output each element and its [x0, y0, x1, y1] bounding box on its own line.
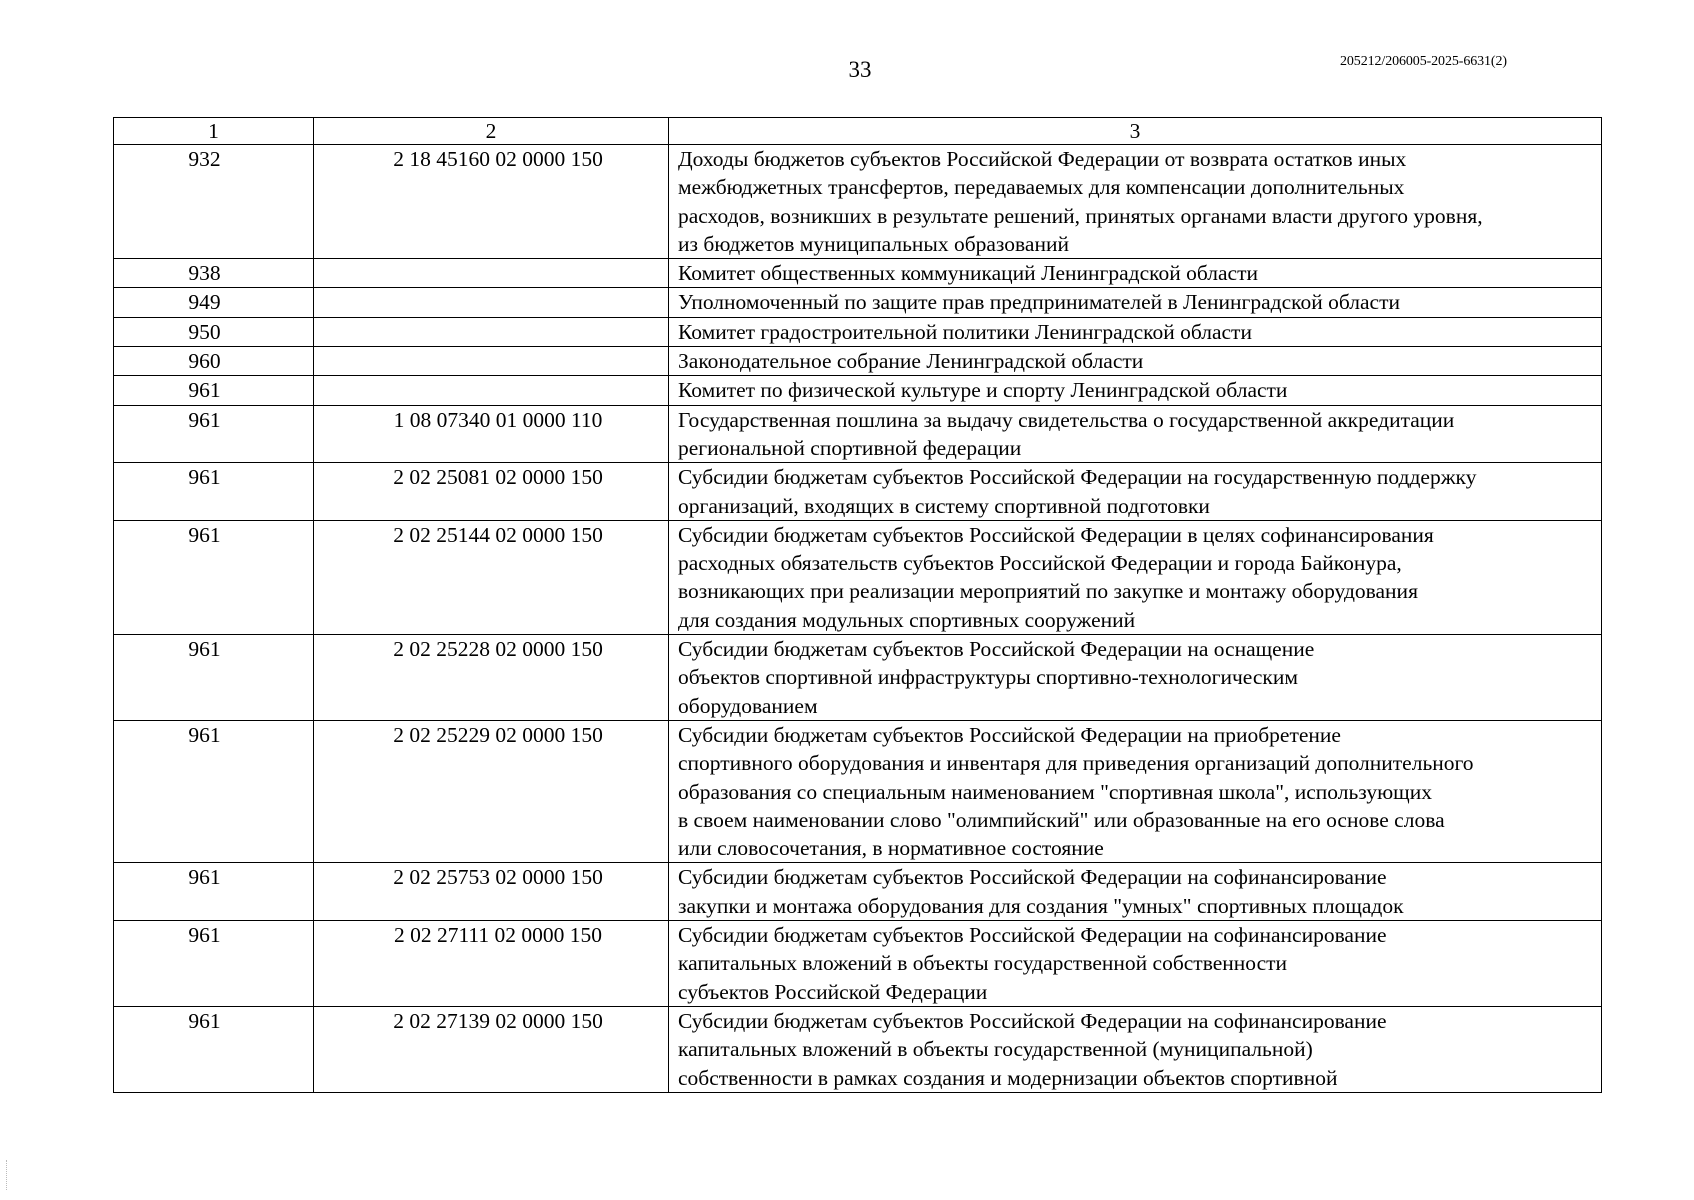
admin-code-cell: 961	[114, 520, 314, 634]
description-line: Комитет общественных коммуникаций Ленинградской области	[678, 261, 1259, 286]
admin-code-cell: 961	[114, 405, 314, 463]
description-cell	[669, 863, 1602, 921]
description-line: для создания модульных спортивных сооружений	[678, 607, 1136, 632]
admin-code-cell: 961	[114, 921, 314, 1007]
admin-code-cell: 950	[114, 317, 314, 346]
description-line: капитальных вложений в объекты государственной собственности	[678, 951, 1288, 976]
admin-code-cell: 932	[114, 145, 314, 259]
table-row	[114, 376, 1602, 405]
table-row	[114, 259, 1602, 288]
description-cell	[669, 317, 1602, 346]
revenue-code-cell	[314, 317, 669, 346]
description-line: возникающих при реализации мероприятий по закупке и монтажу оборудования	[678, 579, 1418, 604]
table-row	[114, 405, 1602, 463]
description-line: Субсидии бюджетам субъектов Российской Федерации на софинансирование	[678, 1008, 1387, 1033]
revenue-code-cell: 2 02 27139 02 0000 150	[314, 1006, 669, 1092]
description-line: оборудованием	[678, 693, 818, 718]
description-cell	[669, 463, 1602, 521]
revenue-code-cell: 2 02 25144 02 0000 150	[314, 520, 669, 634]
revenue-code-cell: 2 18 45160 02 0000 150	[314, 145, 669, 259]
revenue-code-cell	[314, 376, 669, 405]
document-id: 205212/206005-2025-6631(2)	[1340, 54, 1507, 69]
table-row	[114, 635, 1602, 721]
description-line: собственности в рамках создания и модернизации объектов спортивной	[678, 1065, 1338, 1090]
description-line: образования со специальным наименованием "спортивная школа", использующих	[678, 779, 1432, 804]
description-line: организаций, входящих в систему спортивной подготовки	[678, 493, 1210, 518]
table-row	[114, 288, 1602, 317]
description-line: расходных обязательств субъектов Российской Федерации и города Байконура,	[678, 551, 1402, 576]
revenue-code-cell: 2 02 25753 02 0000 150	[314, 863, 669, 921]
description-line: или словосочетания, в нормативное состояние	[678, 836, 1104, 861]
column-header-1: 1	[114, 118, 314, 145]
admin-code-cell: 961	[114, 376, 314, 405]
revenue-codes-table	[113, 117, 1602, 1093]
description-line: Доходы бюджетов субъектов Российской Федерации от возврата остатков иных	[678, 147, 1407, 171]
table-row	[114, 1006, 1602, 1092]
column-header-3: 3	[669, 118, 1602, 145]
admin-code-cell: 961	[114, 863, 314, 921]
description-line: в своем наименовании слово "олимпийский" или образованные на его основе слова	[678, 807, 1445, 832]
table-row	[114, 720, 1602, 862]
description-cell	[669, 635, 1602, 721]
description-line: Субсидии бюджетам субъектов Российской Федерации на софинансирование	[678, 865, 1387, 890]
table-row	[114, 520, 1602, 634]
table-header-row	[114, 118, 1602, 145]
description-line: межбюджетных трансфертов, передаваемых для компенсации дополнительных	[678, 175, 1405, 200]
description-line: Субсидии бюджетам субъектов Российской Федерации на приобретение	[678, 722, 1341, 747]
description-cell	[669, 376, 1602, 405]
revenue-code-cell: 2 02 27111 02 0000 150	[314, 921, 669, 1007]
description-line: закупки и монтажа оборудования для создания "умных" спортивных площадок	[678, 893, 1404, 918]
column-header-2: 2	[314, 118, 669, 145]
revenue-code-cell: 1 08 07340 01 0000 110	[314, 405, 669, 463]
description-cell	[669, 405, 1602, 463]
admin-code-cell: 961	[114, 1006, 314, 1092]
description-line: из бюджетов муниципальных образований	[678, 231, 1069, 256]
description-cell	[669, 259, 1602, 288]
revenue-code-cell: 2 02 25229 02 0000 150	[314, 720, 669, 862]
description-line: Комитет по физической культуре и спорту Ленинградской области	[678, 378, 1288, 403]
revenue-code-cell: 2 02 25081 02 0000 150	[314, 463, 669, 521]
scan-margin-mark	[6, 1160, 9, 1190]
description-line: расходов, возникших в результате решений, принятых органами власти другого уровня,	[678, 203, 1483, 228]
table-row	[114, 145, 1602, 259]
revenue-code-cell: 2 02 25228 02 0000 150	[314, 635, 669, 721]
admin-code-cell: 961	[114, 720, 314, 862]
revenue-code-cell	[314, 259, 669, 288]
description-line: Уполномоченный по защите прав предпринимателей в Ленинградской области	[678, 290, 1400, 315]
admin-code-cell: 961	[114, 463, 314, 521]
description-cell	[669, 288, 1602, 317]
admin-code-cell: 960	[114, 347, 314, 376]
description-cell	[669, 520, 1602, 634]
admin-code-cell: 961	[114, 635, 314, 721]
description-line: Комитет градостроительной политики Ленинградской области	[678, 319, 1252, 344]
admin-code-cell: 949	[114, 288, 314, 317]
revenue-code-cell	[314, 288, 669, 317]
description-line: субъектов Российской Федерации	[678, 979, 988, 1004]
description-line: спортивного оборудования и инвентаря для приведения организаций дополнительного	[678, 751, 1474, 776]
description-cell	[669, 1006, 1602, 1092]
table-row	[114, 921, 1602, 1007]
description-line: Государственная пошлина за выдачу свидетельства о государственной аккредитации	[678, 407, 1455, 432]
table-body	[114, 118, 1602, 1093]
description-line: Законодательное собрание Ленинградской области	[678, 349, 1144, 374]
table-row	[114, 347, 1602, 376]
description-line: Субсидии бюджетам субъектов Российской Федерации на софинансирование	[678, 923, 1387, 948]
revenue-code-cell	[314, 347, 669, 376]
table-row	[114, 317, 1602, 346]
page-number: 33	[848, 57, 872, 82]
description-line: объектов спортивной инфраструктуры спортивно-технологическим	[678, 665, 1298, 690]
description-cell	[669, 921, 1602, 1007]
description-cell	[669, 720, 1602, 862]
table-row	[114, 463, 1602, 521]
description-line: Субсидии бюджетам субъектов Российской Федерации на оснащение	[678, 637, 1315, 662]
table-row	[114, 863, 1602, 921]
description-line: Субсидии бюджетам субъектов Российской Федерации на государственную поддержку	[678, 465, 1477, 490]
description-line: капитальных вложений в объекты государственной (муниципальной)	[678, 1037, 1313, 1062]
description-cell	[669, 347, 1602, 376]
admin-code-cell: 938	[114, 259, 314, 288]
description-line: региональной спортивной федерации	[678, 435, 1022, 460]
description-line: Субсидии бюджетам субъектов Российской Федерации в целях софинансирования	[678, 522, 1434, 547]
description-cell	[669, 145, 1602, 259]
